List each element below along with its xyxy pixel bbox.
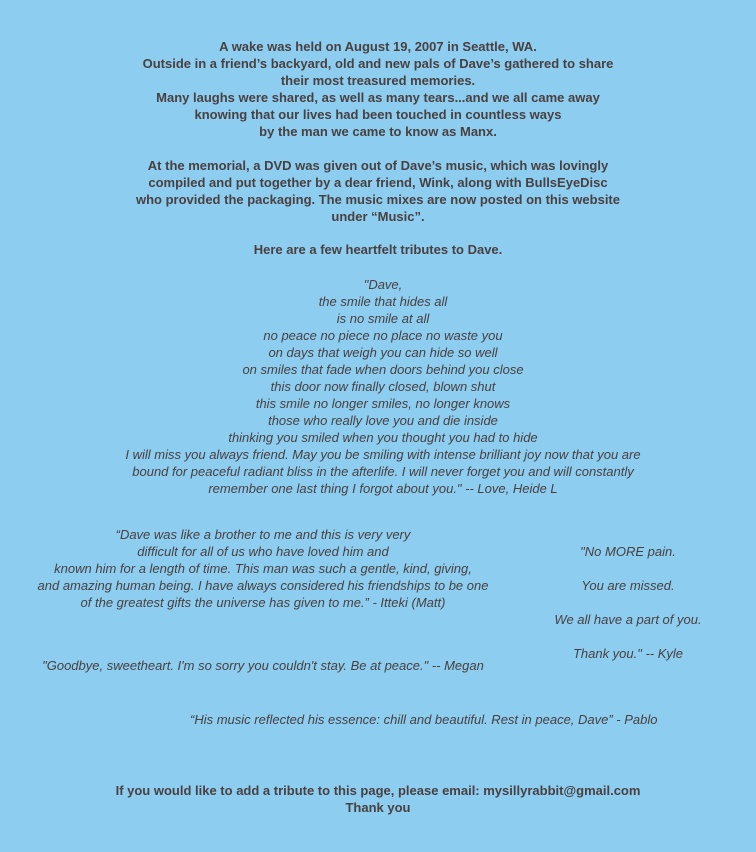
tributes-heading: Here are a few heartfelt tributes to Dave. (253, 242, 503, 257)
tribute-line: is no smile at all (336, 311, 430, 326)
wake-intro-paragraph (0, 38, 756, 140)
footer-prefix: If you would like to add a tribute to this page, please email: (115, 783, 484, 798)
tribute-line: on smiles that fade when doors behind you close (242, 362, 524, 377)
memorial-line: At the memorial, a DVD was given out of Dave’s music, which was lovingly (147, 158, 609, 173)
tribute-line: this door now finally closed, blown shut (270, 379, 496, 394)
footer-email-line (0, 782, 756, 799)
memorial-line: who provided the packaging. The music mixes are now posted on this website (136, 192, 620, 207)
heide-tribute (0, 276, 756, 497)
tribute-line: and amazing human being. I have always considered his friendships to be one (37, 578, 489, 593)
intro-line: A wake was held on August 19, 2007 in Seattle, WA. (219, 39, 537, 54)
tribute-line: "No MORE pain. (580, 544, 676, 559)
intro-line: Outside in a friend’s backyard, old and new pals of Dave’s gathered to share (142, 56, 614, 71)
tribute-line: remember one last thing I forgot about you." -- Love, Heide L (208, 481, 558, 496)
megan-tribute: "Goodbye, sweetheart. I'm so sorry you couldn't stay. Be at peace." -- Megan (42, 658, 484, 673)
tribute-line: “Dave was like a brother to me and this is very very (115, 527, 411, 542)
footer-thanks: Thank you (345, 800, 411, 815)
tribute-line: Thank you." -- Kyle (572, 646, 684, 661)
kyle-tribute (500, 543, 756, 662)
tribute-line: thinking you smiled when you thought you had to hide (228, 430, 538, 445)
contact-email-link[interactable]: mysillyrabbit@gmail.com (483, 783, 641, 798)
tribute-line: We all have a part of you. (554, 612, 702, 627)
spacer (500, 628, 756, 645)
tribute-line: bound for peaceful radiant bliss in the afterlife. I will never forget you and will constantly (132, 464, 634, 479)
tribute-line: I will miss you always friend. May you be smiling with intense brilliant joy now that you are (125, 447, 641, 462)
tribute-line: the smile that hides all (318, 294, 448, 309)
spacer (500, 594, 756, 611)
spacer (500, 560, 756, 577)
matt-tribute (8, 526, 518, 611)
tribute-line: You are missed. (581, 578, 675, 593)
tribute-line: "Dave, (363, 277, 403, 292)
tribute-line: known him for a length of time. This man was such a gentle, kind, giving, (54, 561, 472, 576)
tribute-line: those who really love you and die inside (268, 413, 498, 428)
memorial-line: under “Music”. (331, 209, 425, 224)
intro-line: knowing that our lives had been touched in countless ways (194, 107, 562, 122)
intro-line: their most treasured memories. (280, 73, 476, 88)
memorial-line: compiled and put together by a dear friend, Wink, along with BullsEyeDisc (148, 175, 608, 190)
tribute-line: this smile no longer smiles, no longer knows (255, 396, 511, 411)
tribute-line: no peace no piece no place no waste you (263, 328, 503, 343)
tribute-line: difficult for all of us who have loved him and (137, 544, 389, 559)
intro-line: Many laughs were shared, as well as many tears...and we all came away (156, 90, 600, 105)
tribute-line: on days that weigh you can hide so well (268, 345, 498, 360)
footer (0, 782, 756, 816)
pablo-tribute: “His music reflected his essence: chill and beautiful. Rest in peace, Dave” - Pablo (190, 712, 658, 727)
intro-line: by the man we came to know as Manx. (259, 124, 497, 139)
memorial-paragraph (0, 157, 756, 225)
tribute-line: of the greatest gifts the universe has given to me.” - Itteki (Matt) (80, 595, 446, 610)
